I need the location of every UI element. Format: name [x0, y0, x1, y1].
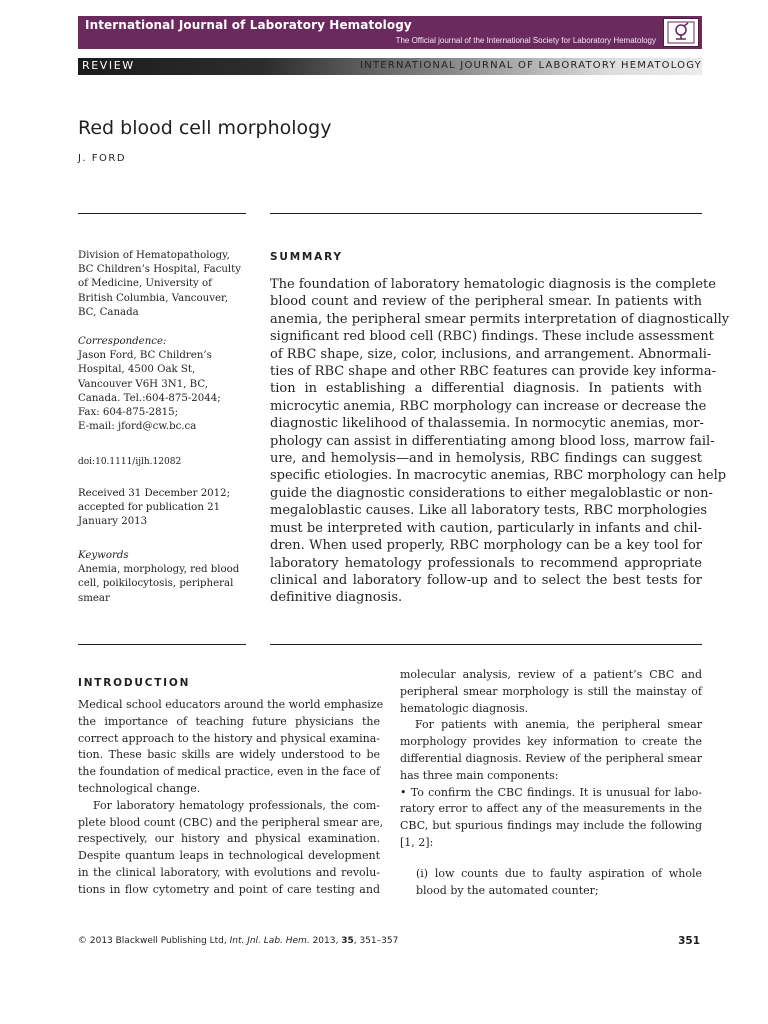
received-line: January 2013: [78, 516, 148, 528]
body-line: differential diagnosis. Review of the peripheral smear: [400, 751, 702, 765]
keywords-line: Anemia, morphology, red blood: [78, 564, 240, 576]
body-line: in the clinical laboratory, with evolutions and revolu-: [78, 865, 380, 879]
footer-pages: , 351–357: [353, 936, 399, 946]
summary-line: anemia, the peripheral smear permits interpretation of diagnostically: [270, 311, 730, 327]
body-line: the importance of teaching future physicians the: [78, 714, 380, 728]
microscope-logo-icon: [663, 18, 699, 47]
body-line: technological change.: [78, 781, 201, 795]
body-line: has three main components:: [400, 768, 559, 782]
summary-bottom-rule: [270, 644, 702, 645]
correspondence-line: Hospital, 4500 Oak St,: [78, 364, 196, 376]
body-line: plete blood count (CBC) and the peripheral smear are,: [78, 815, 384, 829]
sidebar-top-rule: [78, 213, 246, 214]
affiliation-block: [78, 249, 250, 320]
summary-line: specific etiologies. In macrocytic anemias, RBC morphology can help: [270, 468, 727, 484]
journal-abbrev: Int. Jnl. Lab. Hem.: [229, 936, 310, 946]
summary-line: microcytic anemia, RBC morphology can increase or decrease the: [270, 398, 707, 414]
footer-volume: 35: [341, 936, 354, 946]
affiliation-line: of Medicine, University of: [78, 278, 212, 290]
summary-line: definitive diagnosis.: [270, 590, 403, 606]
footer-year: 2013,: [312, 936, 339, 946]
body-line: Despite quantum leaps in technological development: [78, 849, 380, 863]
body-line: CBC, but spurious findings may include the following: [400, 819, 702, 833]
summary-line: diagnostic likelihood of thalassemia. In normocytic anemias, mor-: [270, 416, 704, 432]
body-line: Medical school educators around the world emphasize: [78, 698, 384, 711]
summary-line: laboratory hematology professionals to recommend appropriate: [270, 555, 702, 571]
correspondence-line: Fax: 604-875-2815;: [78, 407, 178, 419]
summary-line: dren. When used properly, RBC morphology can be a key tool for: [270, 538, 702, 554]
body-line: [1, 2]:: [400, 835, 434, 849]
summary-line: megaloblastic causes. Like all laboratory tests, RBC morphologies: [270, 503, 708, 519]
summary-heading: SUMMARY: [270, 251, 343, 263]
article-author: J. FORD: [78, 153, 127, 164]
journal-header-bar: [78, 16, 702, 49]
summary-line: guide the diagnostic considerations to either megaloblastic or non-: [270, 485, 713, 501]
correspondence-email: E-mail: jford@cw.bc.ca: [78, 421, 197, 433]
correspondence-line: Canada. Tel.:604-875-2044;: [78, 392, 221, 404]
correspondence-line: Jason Ford, BC Children’s: [78, 350, 212, 362]
body-line: molecular analysis, review of a patient’s CBC and: [400, 668, 702, 681]
correspondence-block: [78, 335, 250, 434]
journal-subtitle: The Official journal of the International Society for Laboratory Hematology: [395, 36, 656, 45]
introduction-heading: INTRODUCTION: [78, 677, 191, 689]
body-line: respectively, our history and physical examination.: [78, 832, 380, 846]
copyright: © 2013 Blackwell Publishing Ltd,: [78, 936, 227, 946]
body-line: ratory error to affect any of the measurements in the: [400, 802, 702, 816]
list-item-line: (i) low counts due to faulty aspiration of whole: [416, 867, 702, 880]
keywords-block: [78, 549, 250, 606]
body-line: morphology provides key information to create the: [400, 735, 702, 749]
keywords-line: smear: [78, 592, 110, 604]
sidebar-bottom-rule: [78, 644, 246, 645]
summary-abstract: [270, 276, 730, 607]
affiliation-line: Division of Hematopathology,: [78, 250, 230, 261]
article-type-label: REVIEW: [82, 59, 135, 72]
article-title: Red blood cell morphology: [78, 117, 332, 139]
body-line: tion. These basic skills are widely understood to be: [78, 748, 380, 762]
intro-left-column: [78, 697, 384, 899]
list-item-i: [416, 866, 702, 900]
keywords-label: Keywords: [78, 550, 129, 561]
summary-line: clinical and laboratory follow-up and to select the best tests for: [270, 572, 702, 588]
received-line: accepted for publication 21: [78, 502, 221, 514]
doi: doi:10.1111/ijlh.12082: [78, 457, 182, 467]
summary-line: tion in establishing a differential diagnosis. In patients with: [270, 381, 702, 397]
summary-line: phology can assist in differentiating among blood loss, marrow fail-: [270, 433, 715, 449]
affiliation-line: BC Children’s Hospital, Faculty: [78, 264, 242, 276]
received-line: Received 31 December 2012;: [78, 488, 231, 499]
summary-line: blood count and review of the peripheral smear. In patients with: [270, 294, 702, 310]
correspondence-line: Vancouver V6H 3N1, BC,: [78, 378, 209, 390]
summary-line: must be interpreted with caution, particularly in infants and chil-: [270, 520, 702, 536]
correspondence-label: Correspondence:: [78, 336, 167, 347]
section-bar: [78, 58, 702, 75]
body-line: hematologic diagnosis.: [400, 701, 529, 715]
footer-citation: [78, 936, 398, 946]
intro-right-column: [400, 667, 702, 852]
body-line: correct approach to the history and physical examina-: [78, 731, 381, 745]
keywords-line: cell, poikilocytosis, peripheral: [78, 578, 234, 590]
summary-top-rule: [270, 213, 702, 214]
affiliation-line: British Columbia, Vancouver,: [78, 292, 228, 304]
received-block: [78, 487, 250, 530]
summary-line: ties of RBC shape and other RBC features can provide key informa-: [270, 364, 716, 380]
body-line: peripheral smear morphology is still the mainstay of: [400, 684, 702, 698]
body-line: tions in flow cytometry and point of care testing and: [78, 882, 380, 896]
body-line: For patients with anemia, the peripheral smear: [415, 718, 702, 732]
journal-title: International Journal of Laboratory Hematology: [85, 18, 412, 32]
affiliation-line: BC, Canada: [78, 306, 139, 318]
summary-line: significant red blood cell (RBC) findings. These include assessment: [270, 329, 714, 345]
running-journal-name: INTERNATIONAL JOURNAL OF LABORATORY HEMATOLOGY: [360, 60, 702, 71]
summary-line: ure, and hemolysis—and in hemolysis, RBC findings can suggest: [270, 451, 702, 467]
bullet-line: • To confirm the CBC findings. It is unusual for labo-: [400, 785, 702, 799]
body-line: the foundation of medical practice, even in the face of: [78, 765, 381, 779]
list-item-line: blood by the automated counter;: [416, 883, 599, 897]
summary-line: of RBC shape, size, color, inclusions, and arrangement. Abnormali-: [270, 346, 712, 362]
summary-line: The foundation of laboratory hematologic diagnosis is the complete: [270, 277, 716, 292]
body-line: For laboratory hematology professionals, the com-: [93, 798, 380, 812]
page-number: 351: [678, 935, 700, 947]
